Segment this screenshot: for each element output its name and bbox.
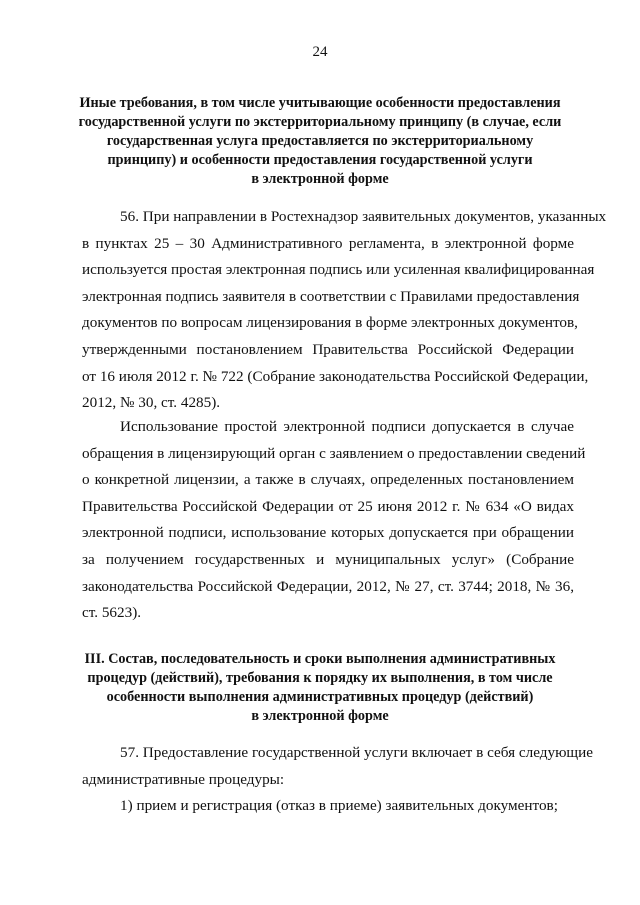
- paragraph-line: от 16 июля 2012 г. № 722 (Собрание законодательства Российской Федерации,: [82, 367, 589, 385]
- paragraph-line: электронной подписи, использование которых допускается при обращении: [82, 524, 574, 542]
- heading-line: III. Состав, последовательность и сроки выполнения административных: [84, 651, 556, 667]
- paragraph-line: Правительства Российской Федерации от 25 июня 2012 г. № 634 «О видах: [82, 497, 574, 515]
- paragraph-line: используется простая электронная подпись или усиленная квалифицированная: [82, 261, 595, 279]
- heading-line: в электронной форме: [251, 171, 389, 187]
- paragraph-line: административные процедуры:: [82, 770, 285, 788]
- heading-line: государственная услуга предоставляется по экстерриториальному: [106, 133, 534, 149]
- section-heading-iii: [60, 650, 580, 726]
- heading-line: принципу) и особенности предоставления государственной услуги: [107, 152, 533, 168]
- paragraph-line: законодательства Российской Федерации, 2012, № 27, ст. 3744; 2018, № 36,: [82, 577, 574, 595]
- paragraph-57: [82, 740, 593, 793]
- paragraph-line: Использование простой электронной подписи допускается в случае: [120, 418, 574, 435]
- heading-line: особенности выполнения административных процедур (действий): [106, 689, 534, 705]
- paragraph-line: электронная подпись заявителя в соответствии с Правилами предоставления: [82, 287, 580, 305]
- paragraph-line: обращения в лицензирующий орган с заявлением о предоставлении сведений: [82, 444, 586, 462]
- heading-line: процедур (действий), требования к порядку их выполнения, в том числе: [87, 670, 553, 686]
- paragraph-line: утвержденными постановлением Правительства Российской Федерации: [82, 340, 574, 358]
- paragraph-line: о конкретной лицензии, а также в случаях, определенных постановлением: [82, 471, 574, 489]
- paragraph-line: ст. 5623).: [82, 604, 142, 622]
- heading-line: государственной услуги по экстерриториальному принципу (в случае, если: [78, 114, 562, 130]
- paragraph-line: 2012, № 30, ст. 4285).: [82, 394, 221, 412]
- heading-line: в электронной форме: [251, 708, 389, 724]
- page-number: 24: [312, 44, 328, 60]
- list-item: [82, 793, 574, 820]
- paragraph-line: документов по вопросам лицензирования в форме электронных документов,: [82, 314, 578, 332]
- paragraph-line: в пунктах 25 – 30 Административного регламента, в электронной форме: [82, 234, 574, 252]
- section-heading-other-requirements: [60, 94, 580, 189]
- paragraph-line: 57. Предоставление государственной услуги включает в себя следующие: [120, 744, 593, 761]
- paragraph-56: [82, 204, 607, 417]
- paragraph-line: за получением государственных и муниципальных услуг» (Собрание: [82, 550, 574, 568]
- paragraph-line: 56. При направлении в Ростехнадзор заявительных документов, указанных: [120, 208, 607, 225]
- heading-line: Иные требования, в том числе учитывающие особенности предоставления: [79, 95, 561, 111]
- paragraph-line: 1) прием и регистрация (отказ в приеме) заявительных документов;: [120, 797, 558, 814]
- paragraph-simple-signature: [82, 414, 586, 627]
